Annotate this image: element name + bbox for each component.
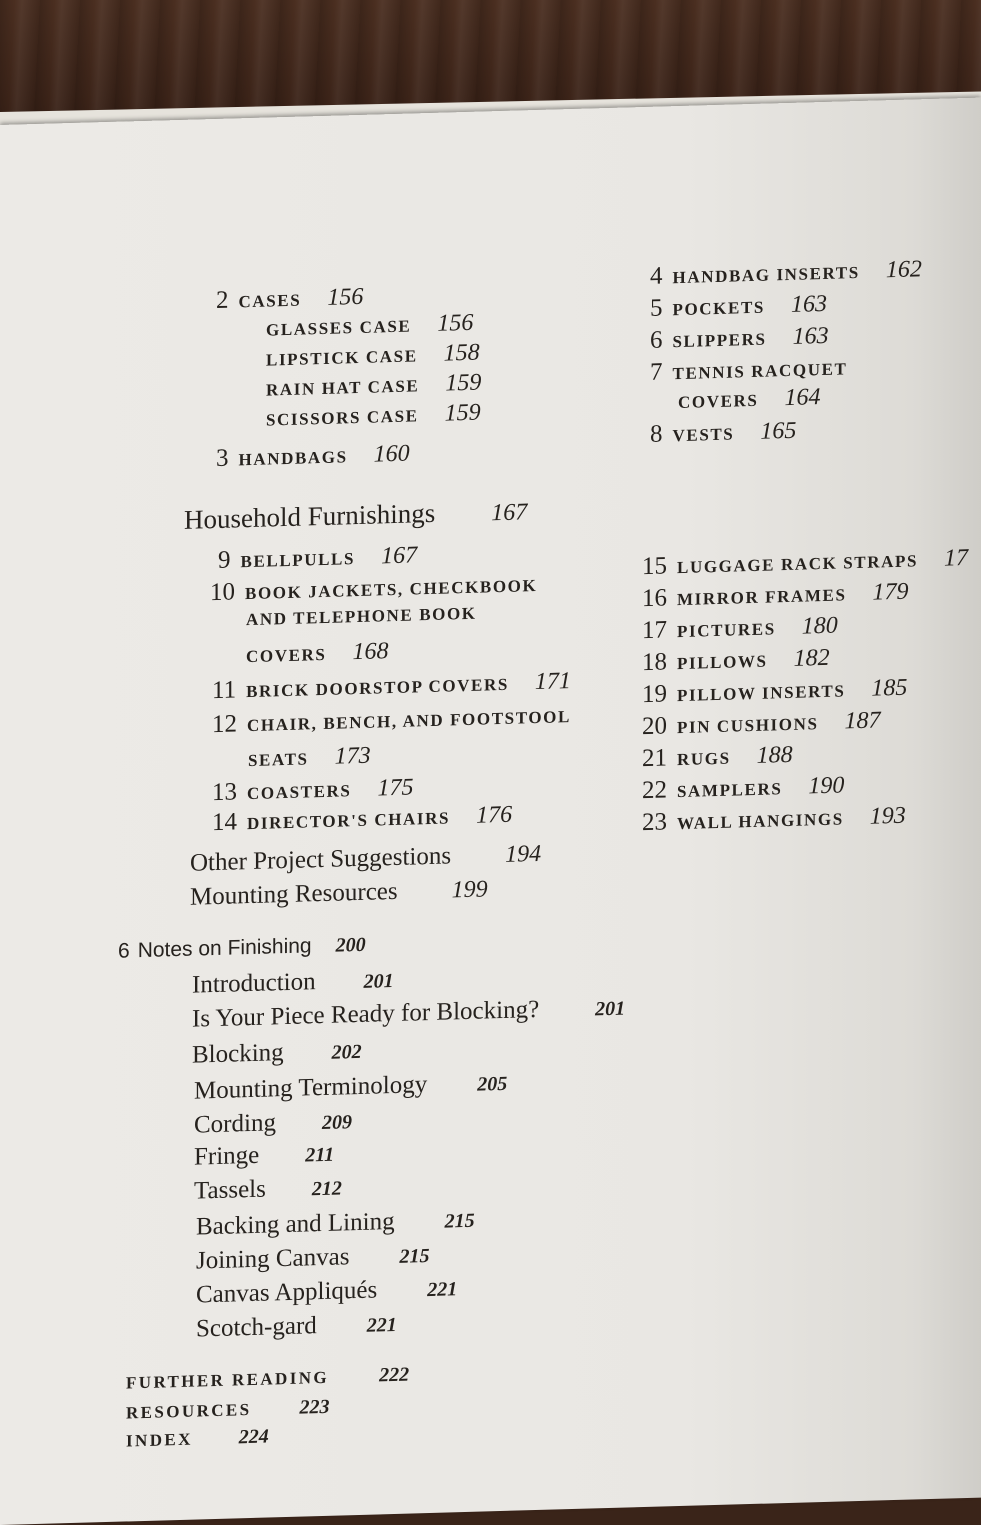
toc-entry-canvas-appliques: Canvas Appliqués 221: [196, 1276, 458, 1309]
toc-entry-chair-bench-seats: SEATS 173: [248, 742, 371, 771]
toc-entry-rugs: 21 RUGS 188: [642, 741, 793, 773]
toc-entry-vests: 8 VESTS 165: [650, 417, 797, 448]
toc-entry-handbag-inserts: 4 HANDBAG INSERTS 162: [650, 256, 922, 290]
toc-entry-scotch-gard: Scotch-gard 221: [196, 1312, 397, 1343]
toc-entry-luggage-rack: 15 LUGGAGE RACK STRAPS 17: [642, 544, 969, 581]
toc-entry-cording: Cording 209: [194, 1109, 352, 1139]
toc-entry-tassels: Tassels 212: [194, 1175, 342, 1205]
entry-page: 156: [327, 283, 364, 311]
toc-entry-ready-for-blocking: Is Your Piece Ready for Blocking? 201: [192, 995, 626, 1033]
toc-entry-index: INDEX 224: [126, 1425, 269, 1451]
toc-entry-book-jackets-line2: AND TELEPHONE BOOK: [246, 603, 477, 630]
toc-entry-book-jackets: 10 BOOK JACKETS, CHECKBOOK: [210, 575, 538, 607]
toc-entry-pictures: 17 PICTURES 180: [642, 612, 838, 645]
toc-entry-further-reading: FURTHER READING 222: [126, 1363, 410, 1393]
toc-entry-handbags: 3 HANDBAGS 160: [216, 440, 410, 472]
toc-entry-lipstick-case: LIPSTICK CASE 158: [266, 339, 480, 370]
toc-entry-resources: RESOURCES 223: [126, 1395, 330, 1423]
toc-entry-directors-chairs: 14 DIRECTOR'S CHAIRS 176: [212, 801, 513, 837]
toc-entry-backing-and-lining: Backing and Lining 215: [196, 1207, 475, 1241]
entry-label: CASES: [238, 290, 302, 312]
toc-entry-pockets: 5 POCKETS 163: [650, 290, 827, 322]
toc-entry-mirror-frames: 16 MIRROR FRAMES 179: [642, 578, 909, 613]
toc-entry-slippers: 6 SLIPPERS 163: [650, 322, 829, 354]
toc-entry-pillow-inserts: 19 PILLOW INSERTS 185: [642, 674, 908, 709]
toc-entry-blocking: Blocking 202: [192, 1039, 362, 1069]
toc-entry-other-project-suggestions: Other Project Suggestions 194: [190, 840, 542, 877]
section-heading-household: Household Furnishings 167: [184, 497, 528, 535]
toc-entry-brick-doorstop: 11 BRICK DOORSTOP COVERS 171: [212, 668, 571, 705]
chapter-heading-notes-on-finishing: 6 Notes on Finishing 200: [118, 933, 366, 963]
toc-entry-pin-cushions: 20 PIN CUSHIONS 187: [642, 707, 881, 741]
entry-number: 2: [216, 286, 229, 314]
toc-entry-joining-canvas: Joining Canvas 215: [196, 1243, 430, 1275]
toc-entry-chair-bench: 12 CHAIR, BENCH, AND FOOTSTOOL: [212, 707, 571, 739]
toc-entry-introduction: Introduction 201: [192, 968, 394, 999]
toc-entry-coasters: 13 COASTERS 175: [212, 774, 414, 807]
toc-entry-scissors-case: SCISSORS CASE 159: [266, 399, 481, 430]
toc-entry-mounting-terminology: Mounting Terminology 205: [194, 1071, 508, 1105]
toc-entry-tennis-racquet-covers: COVERS 164: [678, 384, 821, 413]
toc-entry-bellpulls: 9 BELLPULLS 167: [218, 542, 418, 574]
toc-entry-mounting-resources: Mounting Resources 199: [190, 876, 488, 911]
toc-entry-rain-hat-case: RAIN HAT CASE 159: [266, 369, 482, 400]
toc-entry-tennis-racquet: 7 TENNIS RACQUET: [650, 358, 848, 386]
toc-entry-samplers: 22 SAMPLERS 190: [642, 772, 845, 805]
toc-entry-fringe: Fringe 211: [194, 1141, 335, 1171]
toc-entry-wall-hangings: 23 WALL HANGINGS 193: [642, 802, 906, 837]
toc-entry-glasses-case: GLASSES CASE 156: [266, 309, 474, 340]
toc-entry-pillows: 18 PILLOWS 182: [642, 644, 830, 677]
toc-entry-book-jackets-line3: COVERS 168: [246, 638, 389, 667]
toc-entry-cases: [216, 283, 363, 315]
book-page: [0, 98, 981, 1525]
